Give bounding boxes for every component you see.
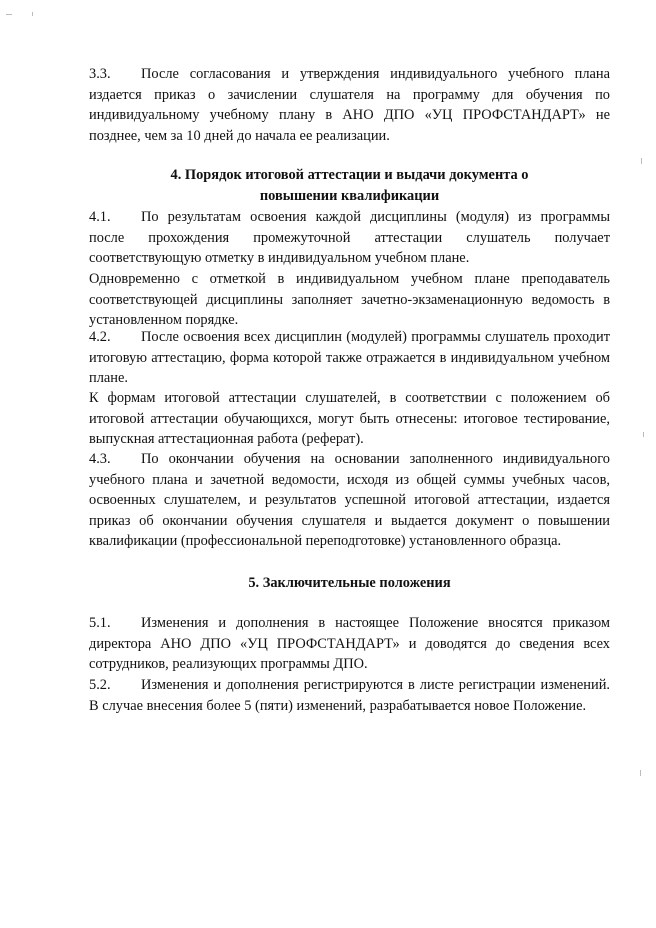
paragraph-4-1-continued [89,269,610,331]
paragraph-number: 4.2. [89,329,111,345]
section-5-heading [89,573,610,594]
paragraph-3-3 [89,64,610,146]
paragraph-4-2-continued [89,388,610,450]
paragraph-text: По результатам освоения каждой дисциплины (модуля) из программы после прохождения промежуточной аттестации слушатель получает соответствующую отметку в индивидуальном учебном плане. [89,209,610,266]
paragraph-number: 5.1. [89,615,111,631]
scan-mark-right-1 [641,158,642,164]
scan-mark-right-3 [640,770,641,776]
paragraph-4-2 [89,327,610,389]
section-4-heading-line2: повышении квалификации [259,187,440,204]
paragraph-text: После согласования и утверждения индивидуального учебного плана издается приказ о зачислении слушателя на программу для обучения по индивидуальному учебному плану в АНО ДПО «УЦ ПРОФСТАНДАРТ» не позднее, чем за 10 дней до начала ее реализации. [89,66,610,144]
paragraph-text: После освоения всех дисциплин (модулей) программы слушатель проходит итоговую аттестацию, форма которой также отражается в индивидуальном учебном плане. [89,329,610,386]
paragraph-5-1 [89,613,610,675]
paragraph-number: 5.2. [89,677,111,693]
paragraph-text: Изменения и дополнения в настоящее Положение вносятся приказом директора АНО ДПО «УЦ ПРОФСТАНДАРТ» и доводятся до сведения всех сотрудников, реализующих программы ДПО. [89,615,610,672]
scan-mark-top-left [6,14,12,15]
paragraph-5-2 [89,675,610,716]
section-5-heading-line1: 5. Заключительные положения [248,575,451,591]
paragraph-4-1 [89,207,610,269]
paragraph-text: Одновременно с отметкой в индивидуальном учебном плане преподаватель соответствующей дисциплины заполняет зачетно-экзаменационную ведомость в установленном порядке. [89,271,610,328]
scan-mark-right-2 [643,432,644,437]
paragraph-text: Изменения и дополнения регистрируются в листе регистрации изменений. В случае внесения более 5 (пяти) изменений, разрабатывается новое Положение. [89,677,610,714]
paragraph-text: К формам итоговой аттестации слушателей, в соответствии с положением об итоговой аттестации обучающихся, могут быть отнесены: итоговое тестирование, выпускная аттестационная работа (реферат). [89,390,610,447]
paragraph-number: 4.1. [89,209,111,225]
paragraph-number: 3.3. [89,66,111,82]
scan-mark-top-left-2 [32,12,33,16]
paragraph-text: По окончании обучения на основании заполненного индивидуального учебного плана и зачетной ведомости, исходя из общей суммы учебных часов, освоенных слушателем, и результатов успешной итоговой аттестации, издается приказ об окончании обучения слушателя и выдается документ о повышении квалификации (профессиональной переподготовке) установленного образца. [89,451,610,549]
paragraph-4-3 [89,449,610,552]
section-4-heading [89,165,610,206]
section-4-heading-line1: 4. Порядок итоговой аттестации и выдачи документа о [170,167,529,183]
paragraph-number: 4.3. [89,451,111,467]
